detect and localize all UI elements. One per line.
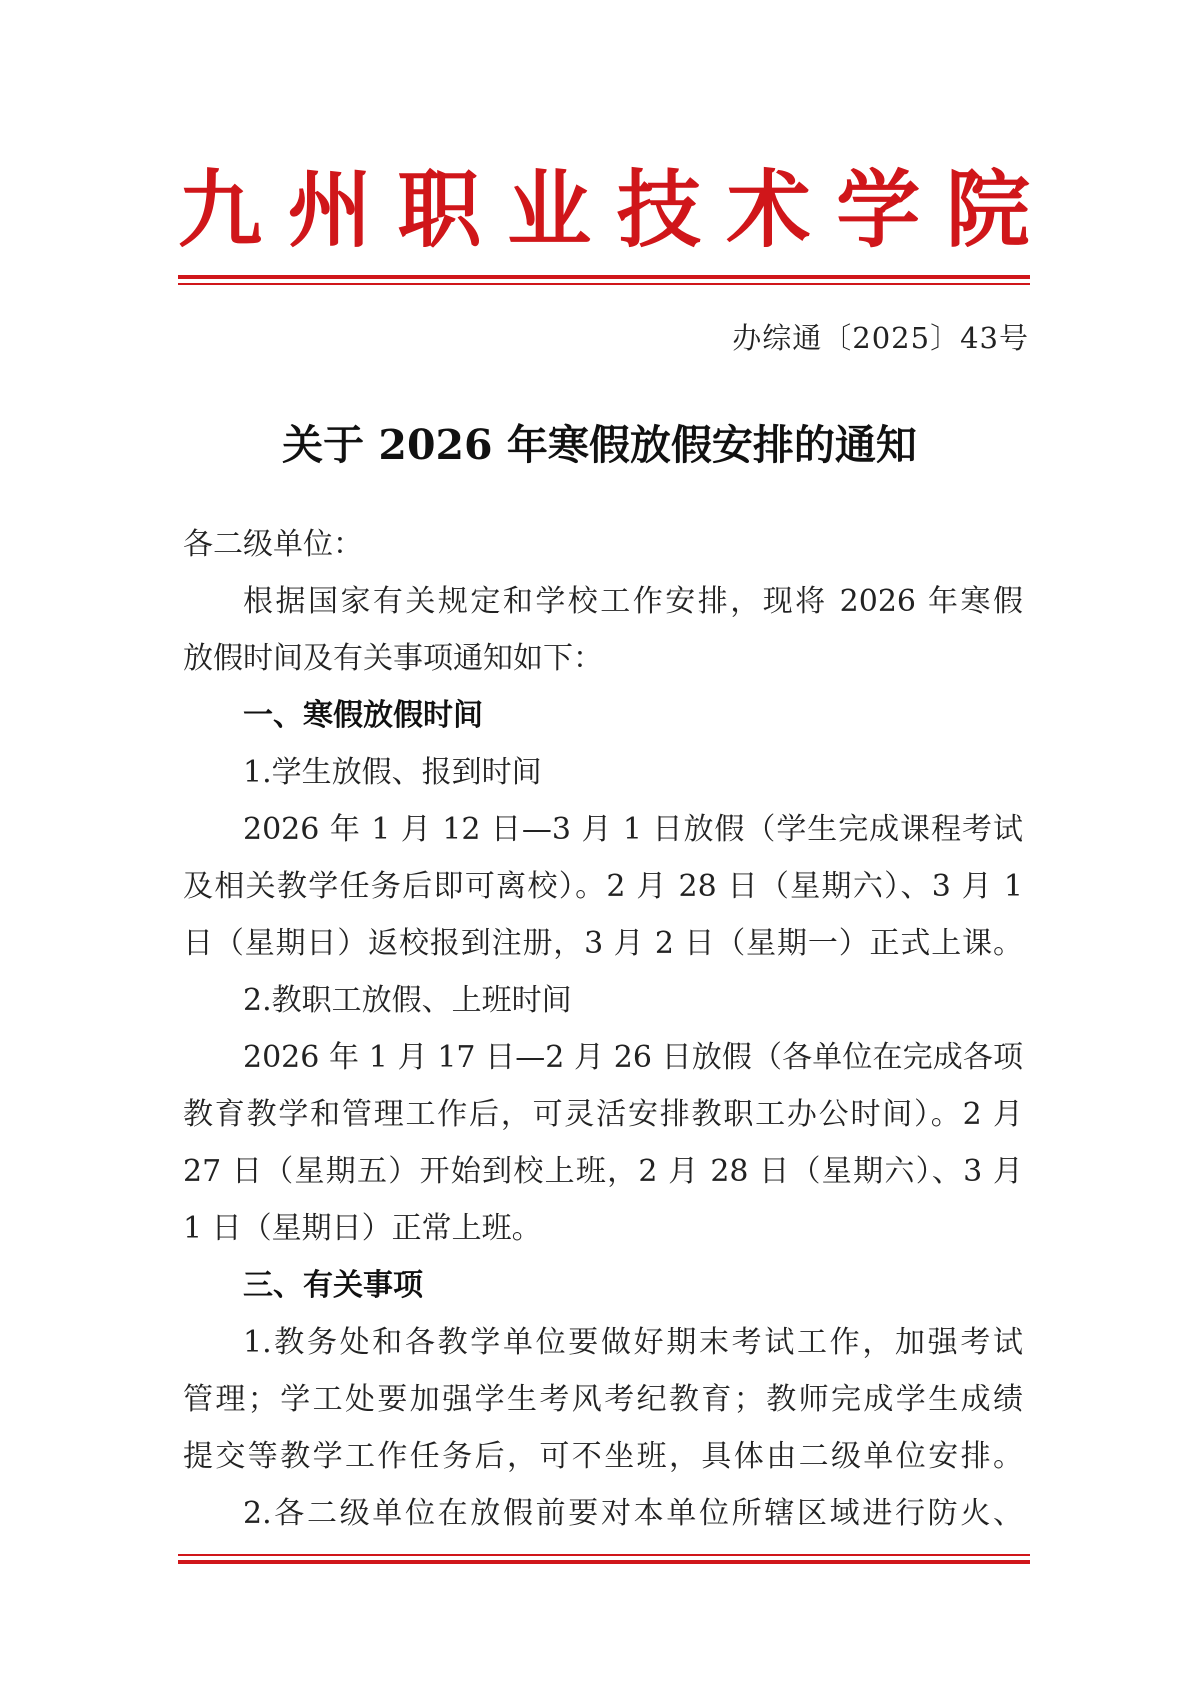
footer-divider-thick bbox=[178, 1560, 1030, 1564]
intro-line: 根据国家有关规定和学校工作安排，现将 2026 年寒假 bbox=[243, 584, 1023, 619]
paragraph-line: 2.各二级单位在放假前要对本单位所辖区域进行防火、 bbox=[243, 1496, 1023, 1531]
header-divider-thick bbox=[178, 275, 1030, 279]
masthead-char: 州 bbox=[287, 160, 372, 259]
masthead-char: 术 bbox=[726, 160, 811, 259]
item-title-student: 1.学生放假、报到时间 bbox=[243, 755, 542, 790]
paragraph-line: 2026 年 1 月 12 日—3 月 1 日放假（学生完成课程考试 bbox=[243, 812, 1023, 847]
document-title: 关于 2026 年寒假放假安排的通知 bbox=[282, 421, 917, 469]
paragraph-line: 提交等教学工作任务后，可不坐班，具体由二级单位安排。 bbox=[183, 1439, 1023, 1474]
paragraph-line: 管理；学工处要加强学生考风考纪教育；教师完成学生成绩 bbox=[183, 1382, 1023, 1417]
paragraph-line: 及相关教学任务后即可离校）。2 月 28 日（星期六）、3 月 1 bbox=[183, 869, 1023, 904]
masthead-school-name bbox=[178, 150, 1030, 270]
document-body bbox=[183, 516, 1023, 1542]
intro-line: 放假时间及有关事项通知如下： bbox=[183, 641, 603, 676]
masthead-char: 学 bbox=[836, 160, 921, 259]
masthead-char: 职 bbox=[397, 160, 482, 259]
paragraph-line: 1 日（星期日）正常上班。 bbox=[183, 1211, 542, 1246]
masthead-char: 业 bbox=[507, 160, 592, 259]
item-title-staff: 2.教职工放假、上班时间 bbox=[243, 983, 572, 1018]
header-divider-thin bbox=[178, 283, 1030, 285]
paragraph-line: 27 日（星期五）开始到校上班，2 月 28 日（星期六）、3 月 bbox=[183, 1154, 1023, 1189]
paragraph-line: 1.教务处和各教学单位要做好期末考试工作，加强考试 bbox=[243, 1325, 1023, 1360]
paragraph-line: 教育教学和管理工作后，可灵活安排教职工办公时间）。2 月 bbox=[183, 1097, 1023, 1132]
paragraph-line: 日（星期日）返校报到注册，3 月 2 日（星期一）正式上课。 bbox=[183, 926, 1023, 961]
section-heading-holiday-time: 一、寒假放假时间 bbox=[243, 698, 483, 733]
footer-divider-thin bbox=[178, 1554, 1030, 1556]
paragraph-line: 2026 年 1 月 17 日—2 月 26 日放假（各单位在完成各项 bbox=[243, 1040, 1023, 1075]
section-heading-related-matters: 三、有关事项 bbox=[243, 1268, 423, 1303]
document-number: 办综通〔2025〕43号 bbox=[732, 321, 1029, 355]
masthead-char: 院 bbox=[945, 160, 1030, 259]
salutation: 各二级单位： bbox=[183, 527, 363, 562]
masthead-char: 九 bbox=[178, 160, 263, 259]
masthead-char: 技 bbox=[616, 160, 701, 259]
